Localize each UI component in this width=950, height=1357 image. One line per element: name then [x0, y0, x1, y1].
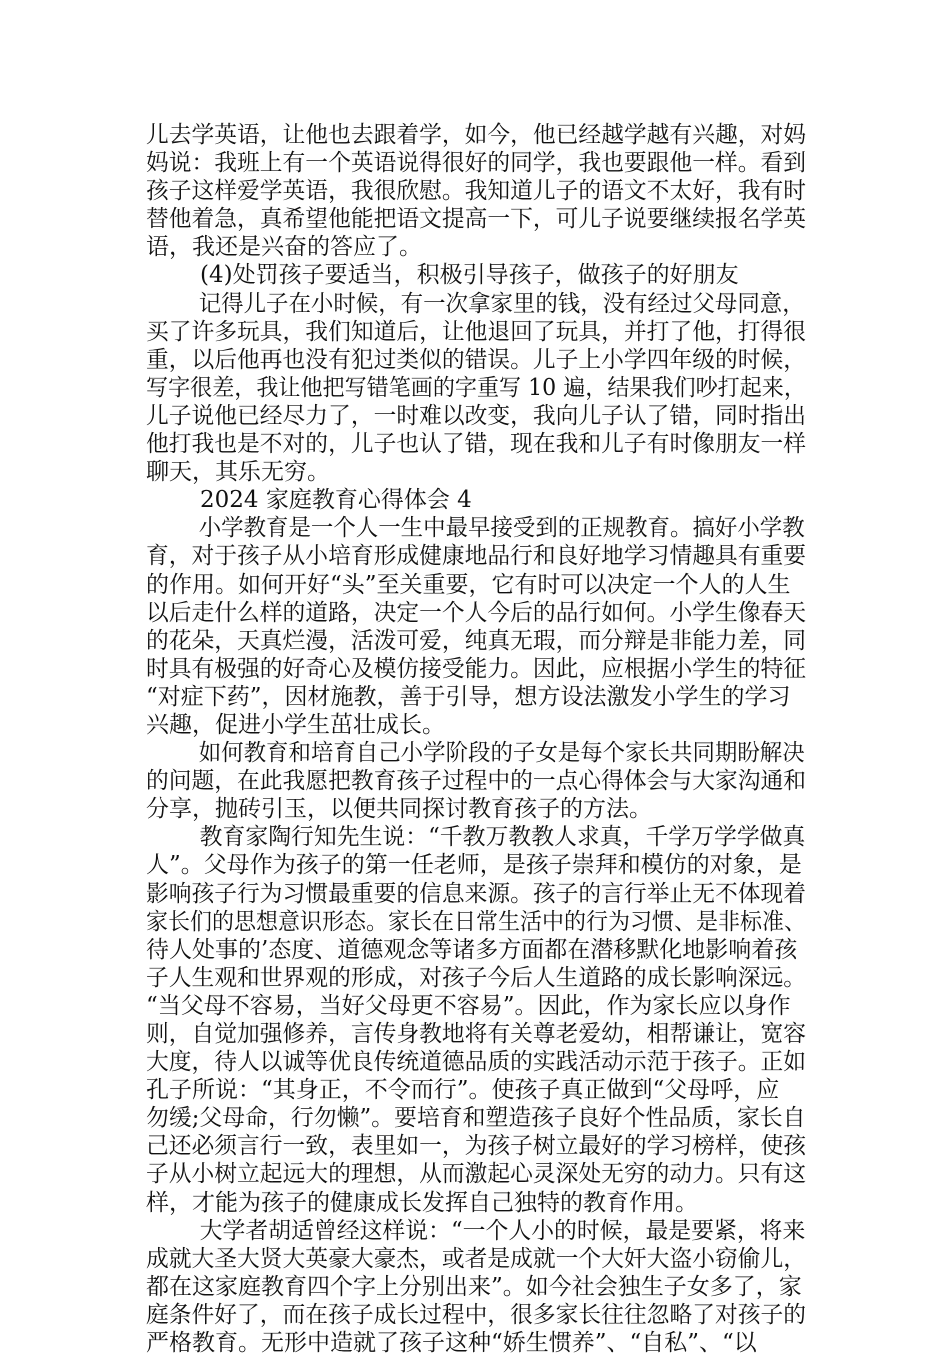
text-line: 聊天，其乐无穷。 [146, 459, 330, 486]
text-line: 儿去学英语，让他也去跟着学，如今，他已经越学越有兴趣，对妈 [146, 122, 806, 148]
text-line: 记得儿子在小时候，有一次拿家里的钱，没有经过父母同意， [198, 290, 805, 317]
text-line: 育，对于孩子从小培育形成健康地品行和良好地学习情趣具有重要 [146, 543, 806, 570]
text-line: 严格教育。无形中造就了孩子这种“娇生惯养”、“自私”、“以 [146, 1330, 757, 1357]
text-line: 子从小树立起远大的理想，从而激起心灵深处无穷的动力。只有这 [146, 1161, 806, 1188]
text-line: 的问题，在此我愿把教育孩子过程中的一点心得体会与大家沟通和 [146, 768, 806, 795]
text-line: 重，以后他再也没有犯过类似的错误。儿子上小学四年级的时候， [146, 346, 806, 373]
text-line: 的作用。如何开好“头”至关重要，它有时可以决定一个人的人生 [146, 571, 791, 598]
text-line: 待人处事的’态度、道德观念等诸多方面都在潜移默化地影响着孩 [146, 936, 798, 963]
text-line: “对症下药”，因材施教，善于引导，想方设法激发小学生的学习 [146, 683, 791, 710]
text-line: 时具有极强的好奇心及模仿接受能力。因此，应根据小学生的特征 [146, 655, 806, 682]
text-line: 的花朵，天真烂漫，活泼可爱，纯真无瑕，而分辩是非能力差，同 [146, 627, 806, 654]
text-line: 兴趣，促进小学生茁壮成长。 [146, 711, 445, 738]
text-line: 妈说：我班上有一个英语说得很好的同学，我也要跟他一样。看到 [146, 150, 806, 177]
text-line: 写字很差，我让他把写错笔画的字重写 10 遍，结果我们吵打起来， [146, 374, 806, 401]
document-page [146, 121, 806, 1357]
text-line: 教育家陶行知先生说：“千教万教教人求真，千学万学学做真 [199, 824, 806, 851]
text-line: 2024 家庭教育心得体会 4 [200, 487, 472, 514]
text-line: 如何教育和培育自己小学阶段的子女是每个家长共同期盼解决 [198, 740, 805, 767]
text-line: 大学者胡适曾经这样说：“一个人小的时候，最是要紧，将来 [199, 1217, 806, 1244]
text-line: 他打我也是不对的，儿子也认了错，现在我和儿子有时像朋友一样 [146, 431, 806, 458]
text-line: 成就大圣大贤大英豪大豪杰，或者是成就一个大奸大盗小窃偷儿， [146, 1245, 806, 1272]
text-line: 子人生观和世界观的形成，对孩子今后人生道路的成长影响深远。 [146, 964, 806, 991]
text-line: 分享，抛砖引玉，以便共同探讨教育孩子的方法。 [146, 796, 652, 823]
text-line: “当父母不容易，当好父母更不容易”。因此，作为家长应以身作 [146, 992, 791, 1019]
text-line: 影响孩子行为习惯最重要的信息来源。孩子的言行举止无不体现着 [146, 880, 806, 907]
text-line: 替他着急，真希望他能把语文提高一下，可儿子说要继续报名学英 [146, 206, 806, 233]
text-line: 孩子这样爱学英语，我很欣慰。我知道儿子的语文不太好，我有时 [146, 178, 806, 205]
text-line: (4)处罚孩子要适当，积极引导孩子，做孩子的好朋友 [200, 262, 739, 289]
text-line: 大度，待人以诚等优良传统道德品质的实践活动示范于孩子。正如 [146, 1049, 806, 1076]
text-line: 语，我还是兴奋的答应了。 [146, 234, 422, 261]
text-line: 人”。父母作为孩子的第一任老师，是孩子崇拜和模仿的对象，是 [146, 852, 802, 879]
text-line: 样，才能为孩子的健康成长发挥自己独特的教育作用。 [146, 1189, 698, 1216]
text-line: 都在这家庭教育四个字上分别出来”。如今社会独生子女多了，家 [146, 1273, 802, 1300]
text-line: 家长们的思想意识形态。家长在日常生活中的行为习惯、是非标准、 [146, 908, 806, 935]
text-line: 孔子所说：“其身正，不令而行”。使孩子真正做到“父母呼，应 [146, 1077, 780, 1104]
text-line: 小学教育是一个人一生中最早接受到的正规教育。搞好小学教 [198, 515, 805, 542]
text-line: 庭条件好了，而在孩子成长过程中，很多家长往往忽略了对孩子的 [146, 1301, 806, 1328]
text-line: 买了许多玩具，我们知道后，让他退回了玩具，并打了他，打得很 [146, 318, 806, 345]
text-line: 己还必须言行一致，表里如一，为孩子树立最好的学习榜样，使孩 [146, 1133, 806, 1160]
text-line: 则，自觉加强修养，言传身教地将有关尊老爱幼，相帮谦让，宽容 [146, 1021, 806, 1047]
text-line: 以后走什么样的道路，决定一个人今后的品行如何。小学生像春天 [146, 599, 806, 626]
text-line: 勿缓;父母命，行勿懒”。要培育和塑造孩子良好个性品质，家长自 [146, 1105, 806, 1132]
text-line: 儿子说他已经尽力了，一时难以改变，我向儿子认了错，同时指出 [146, 402, 806, 429]
